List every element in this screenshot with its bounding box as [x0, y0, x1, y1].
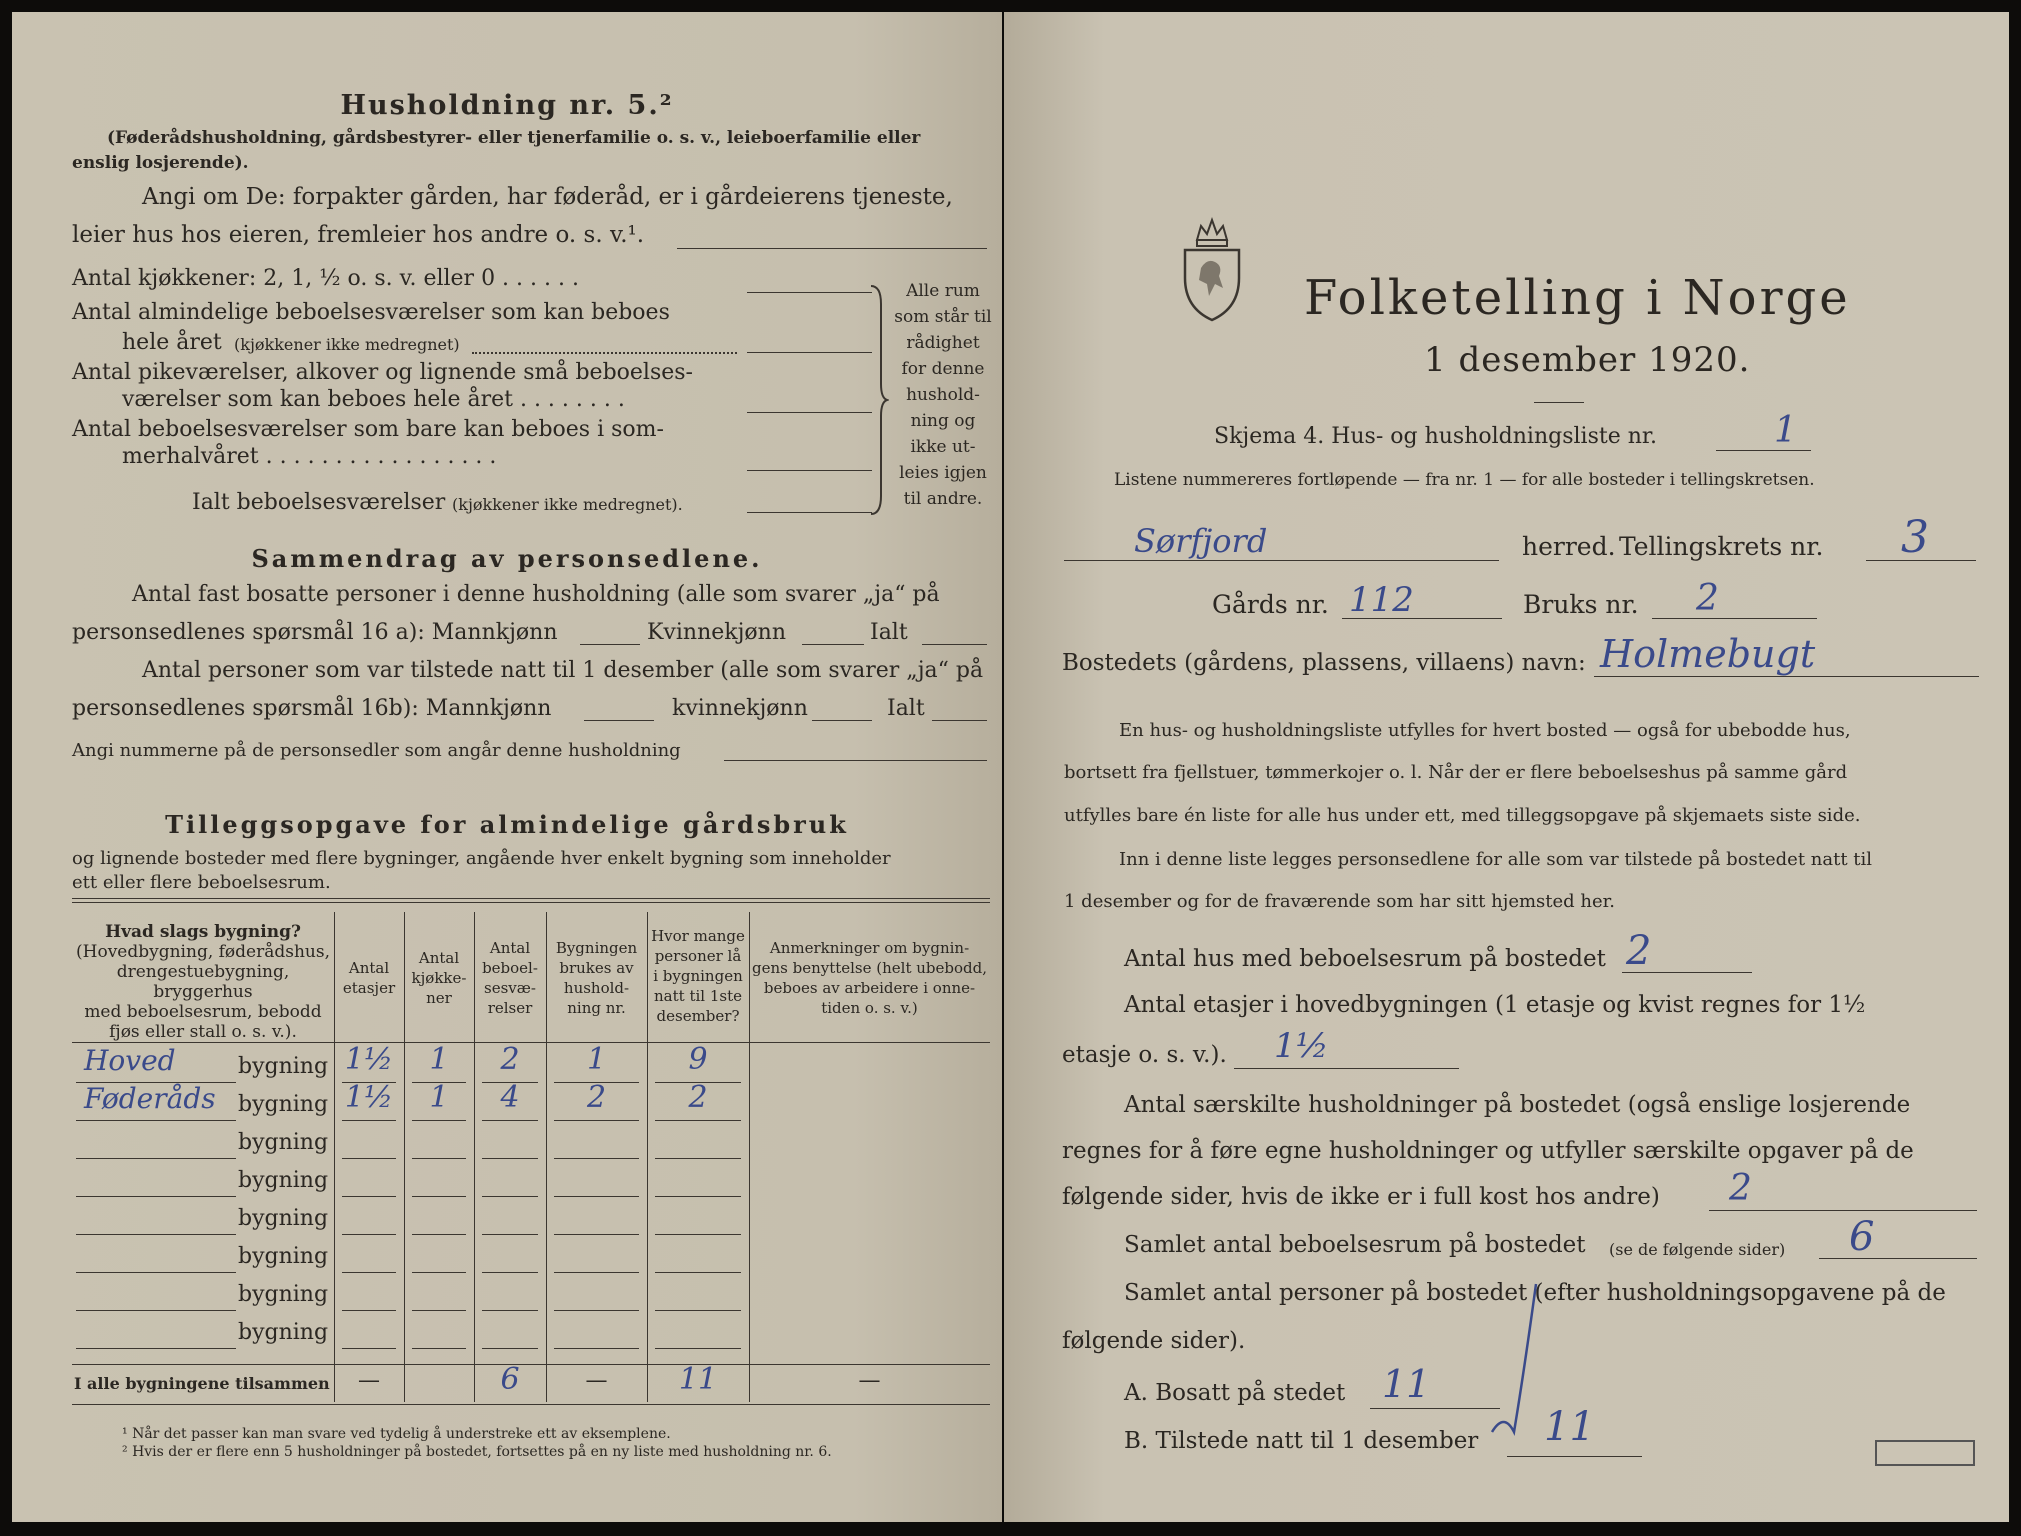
total-remarks: — — [858, 1368, 881, 1393]
row-cell-line — [554, 1234, 639, 1235]
etasjer-answer-line — [1234, 1068, 1459, 1069]
row-cell-line — [554, 1120, 639, 1121]
row-building-label: bygning — [238, 1092, 329, 1117]
rooms-ordinary-2a: hele året — [122, 330, 222, 355]
row-building-label: bygning — [238, 1282, 329, 1307]
row-cell-line — [655, 1234, 741, 1235]
row-cell-line — [554, 1272, 639, 1273]
row-building-label: bygning — [238, 1244, 329, 1269]
row-name-line — [76, 1310, 236, 1311]
footnote-1: ¹ Når det passer kan man svare ved tydelig å understreke ett av eksemplene. — [122, 1426, 671, 1442]
herred-line — [1064, 560, 1499, 561]
row-name-line — [76, 1348, 236, 1349]
ordinary-leader — [472, 352, 737, 354]
header-line: Antal — [348, 959, 390, 977]
total-rooms-answer-line — [747, 512, 872, 513]
summary-present-2-i: Ialt — [887, 696, 925, 721]
header-line: sesvæ- — [484, 979, 536, 997]
bosted-line — [1594, 676, 1979, 677]
instruction-1: En hus- og husholdningsliste utfylles for hvert bosted — også for ubebodde hus, — [1119, 720, 1851, 741]
persons-line-2: følgende sider). — [1062, 1328, 1246, 1354]
row-cell-line — [655, 1120, 741, 1121]
present-total-line — [932, 720, 987, 721]
side-note-line: som står til — [894, 307, 992, 327]
row-cell-line — [342, 1272, 396, 1273]
header-remarks — [749, 938, 990, 1018]
bosatt-label: A. Bosatt på stedet — [1124, 1380, 1346, 1406]
households-line-2: regnes for å føre egne husholdninger og utfyller særskilte opgaver på de — [1062, 1138, 1914, 1164]
row-cell-line — [482, 1158, 538, 1159]
row-etasjer: 1½ — [344, 1042, 394, 1077]
header-line: Hvor mange — [651, 927, 745, 945]
etasjer-line-2: etasje o. s. v.). — [1062, 1042, 1227, 1068]
row-cell-line — [412, 1120, 466, 1121]
bruks-value: 2 — [1696, 578, 1719, 619]
persons-bracket-mark — [1484, 1282, 1544, 1452]
header-line: kjøkke- — [411, 969, 467, 987]
total-rooms: 6 — [500, 1362, 520, 1397]
header-line: fjøs eller stall o. s. v.). — [109, 1022, 297, 1042]
rooms-summer-1: Antal beboelsesværelser som bare kan beboes i som- — [72, 417, 664, 442]
header-line: Bygningen — [555, 939, 638, 957]
fast-male-line — [580, 644, 640, 645]
row-personer: 2 — [688, 1080, 708, 1115]
instruction-4: Inn i denne liste legges personsedlene for alle som var tilstede på bostedet natt til — [1119, 849, 1873, 870]
rooms-maid-2: værelser som kan beboes hele året . . . . . . . . — [122, 387, 625, 412]
bruks-label: Bruks nr. — [1523, 590, 1639, 619]
printer-stamp — [1875, 1440, 1975, 1466]
header-line: desember? — [656, 1007, 740, 1025]
header-building-type — [72, 922, 334, 1042]
row-building-label: bygning — [238, 1054, 329, 1079]
bosted-value: Holmebugt — [1600, 632, 1816, 676]
header-line: Anmerkninger om bygnin- — [769, 939, 970, 957]
row-cell-line — [482, 1348, 538, 1349]
intro-answer-line — [677, 248, 987, 249]
table-bottom-rule — [72, 1404, 990, 1405]
present-female-line — [812, 720, 872, 721]
row-cell-line — [342, 1158, 396, 1159]
header-line: gens benyttelse (helt ubebodd, — [751, 959, 988, 977]
header-line: Hvad slags bygning? — [105, 922, 301, 942]
households-value: 2 — [1729, 1168, 1752, 1209]
header-line: hushold- — [563, 979, 630, 997]
header-line: etasjer — [342, 979, 396, 997]
row-building-label: bygning — [238, 1320, 329, 1345]
instruction-2: bortsett fra fjellstuer, tømmerkojer o. l. Når der er flere beboelseshus på samme gård — [1064, 762, 1848, 783]
households-answer-line — [1709, 1210, 1977, 1211]
census-title: Folketelling i Norge — [1304, 270, 1851, 326]
row-name-line — [76, 1234, 236, 1235]
bosted-label: Bostedets (gårdens, plassens, villaens) navn: — [1062, 650, 1586, 676]
intro-line-2: leier hus hos eieren, fremleier hos andre o. s. v.¹. — [72, 222, 645, 248]
row-cell-line — [655, 1158, 741, 1159]
right-page — [1004, 12, 2009, 1522]
hus-line — [1622, 972, 1752, 973]
row-cell-line — [412, 1234, 466, 1235]
total-floors: — — [358, 1368, 380, 1393]
row-name-line — [76, 1272, 236, 1273]
row-cell-line — [412, 1158, 466, 1159]
row-name-line — [76, 1158, 236, 1159]
rooms-summer-2: merhalvåret . . . . . . . . . . . . . . . . . — [122, 444, 497, 469]
header-line: tiden o. s. v.) — [821, 999, 918, 1017]
krets-label: Tellingskrets nr. — [1619, 532, 1824, 561]
rooms-total-b: (kjøkkener ikke medregnet). — [452, 495, 683, 514]
row-cell-line — [342, 1196, 396, 1197]
summary-present-1: Antal personer som var tilstede natt til 1 desember (alle som svarer „ja“ på — [142, 658, 984, 683]
side-note-line: rådighet — [906, 333, 980, 353]
header-line: ner — [426, 989, 452, 1007]
row-cell-line — [342, 1348, 396, 1349]
header-kitchens — [404, 948, 474, 1008]
header-line: Antal — [418, 949, 460, 967]
schema-number: 1 — [1774, 410, 1797, 451]
maid-answer-line — [747, 412, 872, 413]
table-top-rule — [72, 898, 990, 899]
row-cell-line — [482, 1310, 538, 1311]
left-page — [12, 12, 1002, 1522]
herred-label: herred. — [1522, 532, 1616, 561]
header-floors — [334, 958, 404, 998]
header-line: personer lå — [654, 947, 742, 965]
header-line: relser — [487, 999, 533, 1017]
row-cell-line — [554, 1196, 639, 1197]
bosatt-value: 11 — [1382, 1362, 1431, 1406]
tilstede-value: 11 — [1544, 1404, 1595, 1450]
row-cell-line — [412, 1272, 466, 1273]
rum-label: Samlet antal beboelsesrum på bostedet — [1124, 1232, 1586, 1258]
row-building-name: Hoved — [84, 1044, 176, 1077]
instruction-3: utfylles bare én liste for alle hus under ett, med tilleggsopgave på skjemaets siste side. — [1064, 805, 1861, 826]
summary-fast-2-k: Kvinnekjønn — [647, 620, 786, 645]
tillegg-text-2: ett eller flere beboelsesrum. — [72, 872, 331, 893]
rooms-total-a: Ialt beboelsesværelser — [192, 490, 446, 515]
rum-note: (se de følgende sider) — [1609, 1240, 1786, 1259]
fast-female-line — [802, 644, 864, 645]
tilstede-answer-line — [1507, 1456, 1642, 1457]
gards-line — [1342, 618, 1502, 619]
rooms-maid-1: Antal pikeværelser, alkover og lignende små beboelses- — [72, 360, 693, 385]
total-persons: 11 — [678, 1362, 718, 1397]
row-building-label: bygning — [238, 1206, 329, 1231]
household-subtitle-1: (Føderådshusholdning, gårdsbestyrer- eller tjenerfamilie o. s. v., leieboerfamilie eller — [107, 128, 921, 148]
etasjer-value: 1½ — [1274, 1026, 1329, 1066]
gards-label: Gårds nr. — [1212, 590, 1329, 619]
krets-line — [1866, 560, 1976, 561]
header-line: med beboelsesrum, bebodd — [84, 1002, 322, 1022]
rooms-kitchens: Antal kjøkkener: 2, 1, ½ o. s. v. eller 0 . . . . . . — [72, 266, 579, 291]
schema-number-line — [1716, 450, 1811, 451]
rum-answer-line — [1819, 1258, 1977, 1259]
header-persons — [647, 926, 749, 1026]
side-note-line: for denne — [901, 359, 985, 379]
row-cell-line — [342, 1310, 396, 1311]
side-note-line: til andre. — [903, 489, 983, 509]
summary-fast-2: personsedlenes spørsmål 16 a): Mannkjønn — [72, 620, 558, 645]
row-cell-line — [482, 1120, 538, 1121]
household-subtitle-2: enslig losjerende). — [72, 153, 249, 173]
row-cell-line — [342, 1120, 396, 1121]
fast-total-line — [922, 644, 987, 645]
schema-label: Skjema 4. Hus- og husholdningsliste nr. — [1214, 424, 1657, 449]
row-etasjer: 1½ — [344, 1080, 394, 1115]
header-line: beboes av arbeidere i onne- — [763, 979, 976, 997]
rooms-brace — [867, 284, 889, 516]
table-total-label: I alle bygningene tilsammen — [74, 1374, 330, 1393]
gards-value: 112 — [1349, 580, 1414, 620]
herred-value: Sørfjord — [1134, 522, 1268, 560]
row-cell-line — [554, 1158, 639, 1159]
row-vaerelser: 4 — [500, 1080, 520, 1115]
tilstede-label: B. Tilstede natt til 1 desember — [1124, 1428, 1479, 1454]
households-line-3: følgende sider, hvis de ikke er i full kost hos andre) — [1062, 1184, 1660, 1210]
side-note-line: hushold- — [906, 385, 980, 405]
row-personer: 9 — [688, 1042, 708, 1077]
hus-value: 2 — [1626, 928, 1652, 974]
intro-line-1: Angi om De: forpakter gården, har føderåd, er i gårdeierens tjeneste, — [142, 184, 953, 210]
rooms-side-note — [888, 278, 998, 512]
summary-present-2: personsedlenes spørsmål 16b): Mannkjønn — [72, 696, 552, 721]
side-note-line: leies igjen — [899, 463, 987, 483]
header-line: Antal — [489, 939, 531, 957]
row-hush: 2 — [586, 1080, 607, 1115]
present-male-line — [584, 720, 654, 721]
household-title: Husholdning nr. 5.² — [340, 90, 674, 121]
summary-fast-1: Antal fast bosatte personer i denne husholdning (alle som svarer „ja“ på — [132, 582, 940, 607]
tillegg-heading: Tilleggsopgave for almindelige gårdsbruk — [165, 810, 849, 839]
row-cell-line — [655, 1310, 741, 1311]
side-note-line: Alle rum — [906, 281, 980, 301]
header-household-nr — [546, 938, 647, 1018]
row-building-name: Føderåds — [84, 1082, 216, 1115]
row-cell-line — [482, 1272, 538, 1273]
footnote-2: ² Hvis der er flere enn 5 husholdninger på bostedet, fortsettes på en ny liste med husholdning nr. 6. — [122, 1444, 832, 1460]
summary-heading: Sammendrag av personsedlene. — [251, 544, 763, 573]
header-line: i bygningen — [653, 967, 743, 985]
rooms-ordinary-1: Antal almindelige beboelsesværelser som kan beboes — [72, 300, 670, 325]
krets-value: 3 — [1901, 512, 1929, 563]
row-cell-line — [554, 1348, 639, 1349]
households-line-1: Antal særskilte husholdninger på bostedet (også enslige losjerende — [1124, 1092, 1911, 1118]
etasjer-line-1: Antal etasjer i hovedbygningen (1 etasje og kvist regnes for 1½ — [1124, 992, 1866, 1018]
numbers-answer-line — [724, 760, 987, 761]
row-cell-line — [342, 1234, 396, 1235]
numbering-note: Listene nummereres fortløpende — fra nr. 1 — for alle bosteder i tellingskretsen. — [1114, 470, 1815, 490]
row-cell-line — [482, 1234, 538, 1235]
header-rooms — [474, 938, 546, 1018]
side-note-line: ning og — [910, 411, 976, 431]
title-divider — [1534, 402, 1584, 403]
row-cell-line — [412, 1310, 466, 1311]
summary-numbers: Angi nummerne på de personsedler som angår denne husholdning — [72, 740, 681, 761]
row-building-label: bygning — [238, 1168, 329, 1193]
header-line: brukes av — [559, 959, 634, 977]
summary-present-2-k: kvinnekjønn — [672, 696, 808, 721]
ordinary-answer-line — [747, 352, 872, 353]
rooms-ordinary-2b: (kjøkkener ikke medregnet) — [234, 335, 460, 354]
kitchens-answer-line — [747, 292, 872, 293]
norway-coat-of-arms-icon — [1179, 214, 1245, 324]
row-cell-line — [412, 1196, 466, 1197]
summer-answer-line — [747, 470, 872, 471]
header-line: ning nr. — [567, 999, 626, 1017]
tillegg-text-1: og lignende bosteder med flere bygninger, angående hver enkelt bygning som inneholder — [72, 848, 891, 869]
row-name-line — [76, 1120, 236, 1121]
header-line: (Hovedbygning, føderådshus, — [76, 942, 330, 962]
side-note-line: ikke ut- — [910, 437, 976, 457]
bosatt-answer-line — [1370, 1408, 1500, 1409]
census-date: 1 desember 1920. — [1424, 340, 1751, 380]
summary-fast-2-i: Ialt — [870, 620, 908, 645]
row-hush: 1 — [586, 1042, 607, 1077]
bruks-line — [1652, 618, 1817, 619]
row-cell-line — [655, 1196, 741, 1197]
row-name-line — [76, 1196, 236, 1197]
row-cell-line — [655, 1272, 741, 1273]
row-cell-line — [655, 1348, 741, 1349]
header-line: natt til 1ste — [654, 987, 742, 1005]
rum-value: 6 — [1849, 1214, 1875, 1260]
row-kjokken: 1 — [429, 1080, 449, 1115]
row-cell-line — [554, 1310, 639, 1311]
header-line: drengestuebygning, bryggerhus — [116, 962, 290, 1002]
persons-line-1: Samlet antal personer på bostedet (efter husholdningsopgavene på de — [1124, 1280, 1946, 1306]
row-vaerelser: 2 — [500, 1042, 520, 1077]
total-household-nr: — — [585, 1368, 608, 1393]
row-cell-line — [412, 1348, 466, 1349]
header-line: beboel- — [482, 959, 538, 977]
row-kjokken: 1 — [429, 1042, 449, 1077]
table-top-rule-2 — [72, 902, 990, 903]
row-building-label: bygning — [238, 1130, 329, 1155]
instruction-5: 1 desember og for de fraværende som har sitt hjemsted her. — [1064, 891, 1615, 912]
row-cell-line — [482, 1196, 538, 1197]
hus-label: Antal hus med beboelsesrum på bostedet — [1124, 946, 1606, 972]
